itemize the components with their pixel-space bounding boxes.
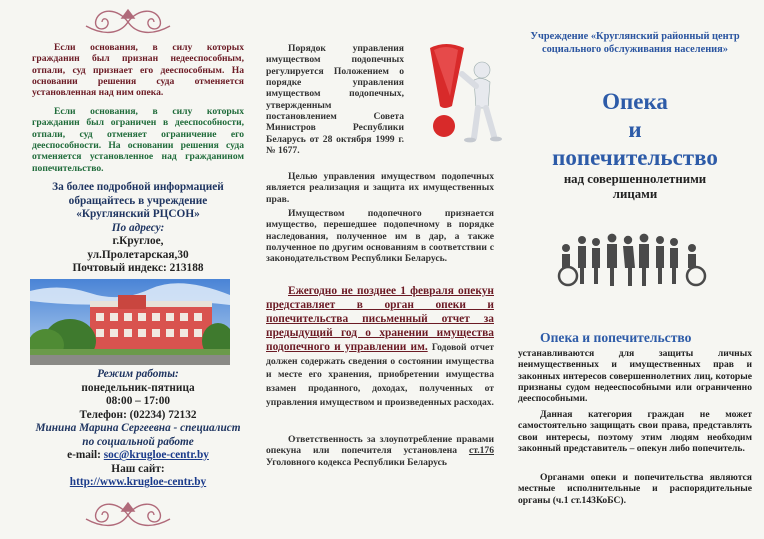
title-line-2: и	[628, 117, 642, 143]
institution-name: Учреждение «Круглянский районный центр социального обслуживания населения»	[530, 31, 740, 55]
left-panel	[0, 0, 256, 539]
hours-time: 08:00 – 17:00	[105, 395, 170, 408]
paragraph-liability	[266, 434, 494, 468]
section-heading: Опека и попечительство	[540, 330, 692, 345]
paragraph-representative: Данная категория граждан не может самостоятельно защищать свои права, представлять свои интересы, поэтому этим людям необходим законный представитель – опекун либо попечитель.	[518, 409, 752, 454]
title-line-3: попечительство	[552, 145, 718, 171]
address-street: ул.Пролетарская,30	[87, 248, 189, 261]
org-short-name: «Круглянский РЦСОН»	[76, 208, 200, 221]
exclamation-figure-icon	[424, 42, 504, 144]
address-label: По адресу:	[111, 221, 165, 234]
address-city: г.Круглое,	[112, 235, 164, 248]
main-title	[518, 88, 752, 203]
people-silhouettes-icon	[554, 232, 714, 290]
title-line-1: Опека	[602, 89, 668, 114]
liability-text-b: Уголовного кодекса Республики Беларусь	[266, 456, 448, 468]
contact-heading: За более подробной информацией обращайтесь в учреждение	[52, 181, 224, 207]
paragraph-limitation-removed: Если основания, в силу которых гражданин был ограничен в дееспособности, отпали, суд отменяет ограничение его дееспособности. На основании решения суда отменяется установленное над гражданином попечительство.	[32, 106, 244, 174]
paragraph-management-order: Порядок управления имуществом подопечных регулируется Положением о порядке управления имуществом подопечных, утвержденным постановлением Совета Министров Республики Беларусь от 28 октября 1999 г. № 1677.	[266, 43, 404, 156]
building-photo-icon	[30, 279, 230, 365]
email-label: e-mail:	[67, 449, 101, 462]
paragraph-annual-report	[266, 285, 494, 410]
email-link[interactable]: soc@krugloe-centr.by	[103, 449, 209, 462]
site-label: Наш сайт:	[111, 462, 165, 475]
ornament-bottom-icon	[78, 497, 178, 533]
paragraph-purpose: устанавливаются для защиты личных неимущественных и имущественных прав и законных интересов совершеннолетних лиц, которые признаны судом недееспособными или ограниченно дееспособными.	[518, 348, 752, 405]
paragraph-ward-property: Имуществом подопечного признается имущество, перешедшее подопечному в порядке наследования, полученное им в дар, а также полученное по другим основаниям в соответствии с законодательством Республики Беларусь.	[266, 208, 494, 265]
paragraph-authorities: Органами опеки и попечительства являются местные исполнительные и распорядительные органы (ч.1 ст.143КоБС).	[518, 472, 752, 506]
phone-number: Телефон: (02234) 72132	[79, 408, 197, 421]
subtitle-line-1: над совершеннолетними	[563, 172, 707, 187]
website-link[interactable]: http://www.krugloe-centr.by	[69, 476, 207, 489]
postal-code: Почтовый индекс: 213188	[72, 262, 204, 275]
middle-panel	[256, 0, 510, 539]
hours-days: понедельник-пятница	[81, 381, 195, 394]
paragraph-capacity-restored: Если основания, в силу которых гражданин был признан недееспособным, отпали, суд признает его дееспособным. На основании решения суда отменяется установленная над ним опека.	[32, 42, 244, 99]
email-row	[32, 449, 244, 463]
liability-text-a: Ответственность за злоупотребление правами опекуна или попечителя установлена	[266, 434, 494, 457]
contact-person: Минина Марина Сергеевна - специалист по социальной работе	[35, 422, 241, 448]
contact-block	[32, 181, 244, 276]
subtitle-line-2: лицами	[612, 187, 658, 202]
schedule-block	[32, 368, 244, 490]
paragraph-management-goal: Целью управления имуществом подопечных является реализация и защита их имущественных прав.	[266, 171, 494, 205]
right-panel	[510, 0, 764, 539]
hours-label: Режим работы:	[97, 368, 179, 380]
building-photo	[30, 279, 230, 365]
ornament-top-icon	[78, 4, 178, 40]
liability-article: ст.176	[468, 445, 494, 457]
annual-report-highlight: Ежегодно не позднее 1 февраля опекун представляет в орган опеки и попечительства письменный отчет за предыдущий год о хранении имущества подопечного и управлении им.	[266, 285, 494, 353]
annual-report-details: Годовой отчет должен содержать сведения о состоянии имущества и месте его хранения, приобретении имущества взамен проданного, доходах, полученных от управления имуществом и произведенных расходах.	[266, 341, 494, 409]
